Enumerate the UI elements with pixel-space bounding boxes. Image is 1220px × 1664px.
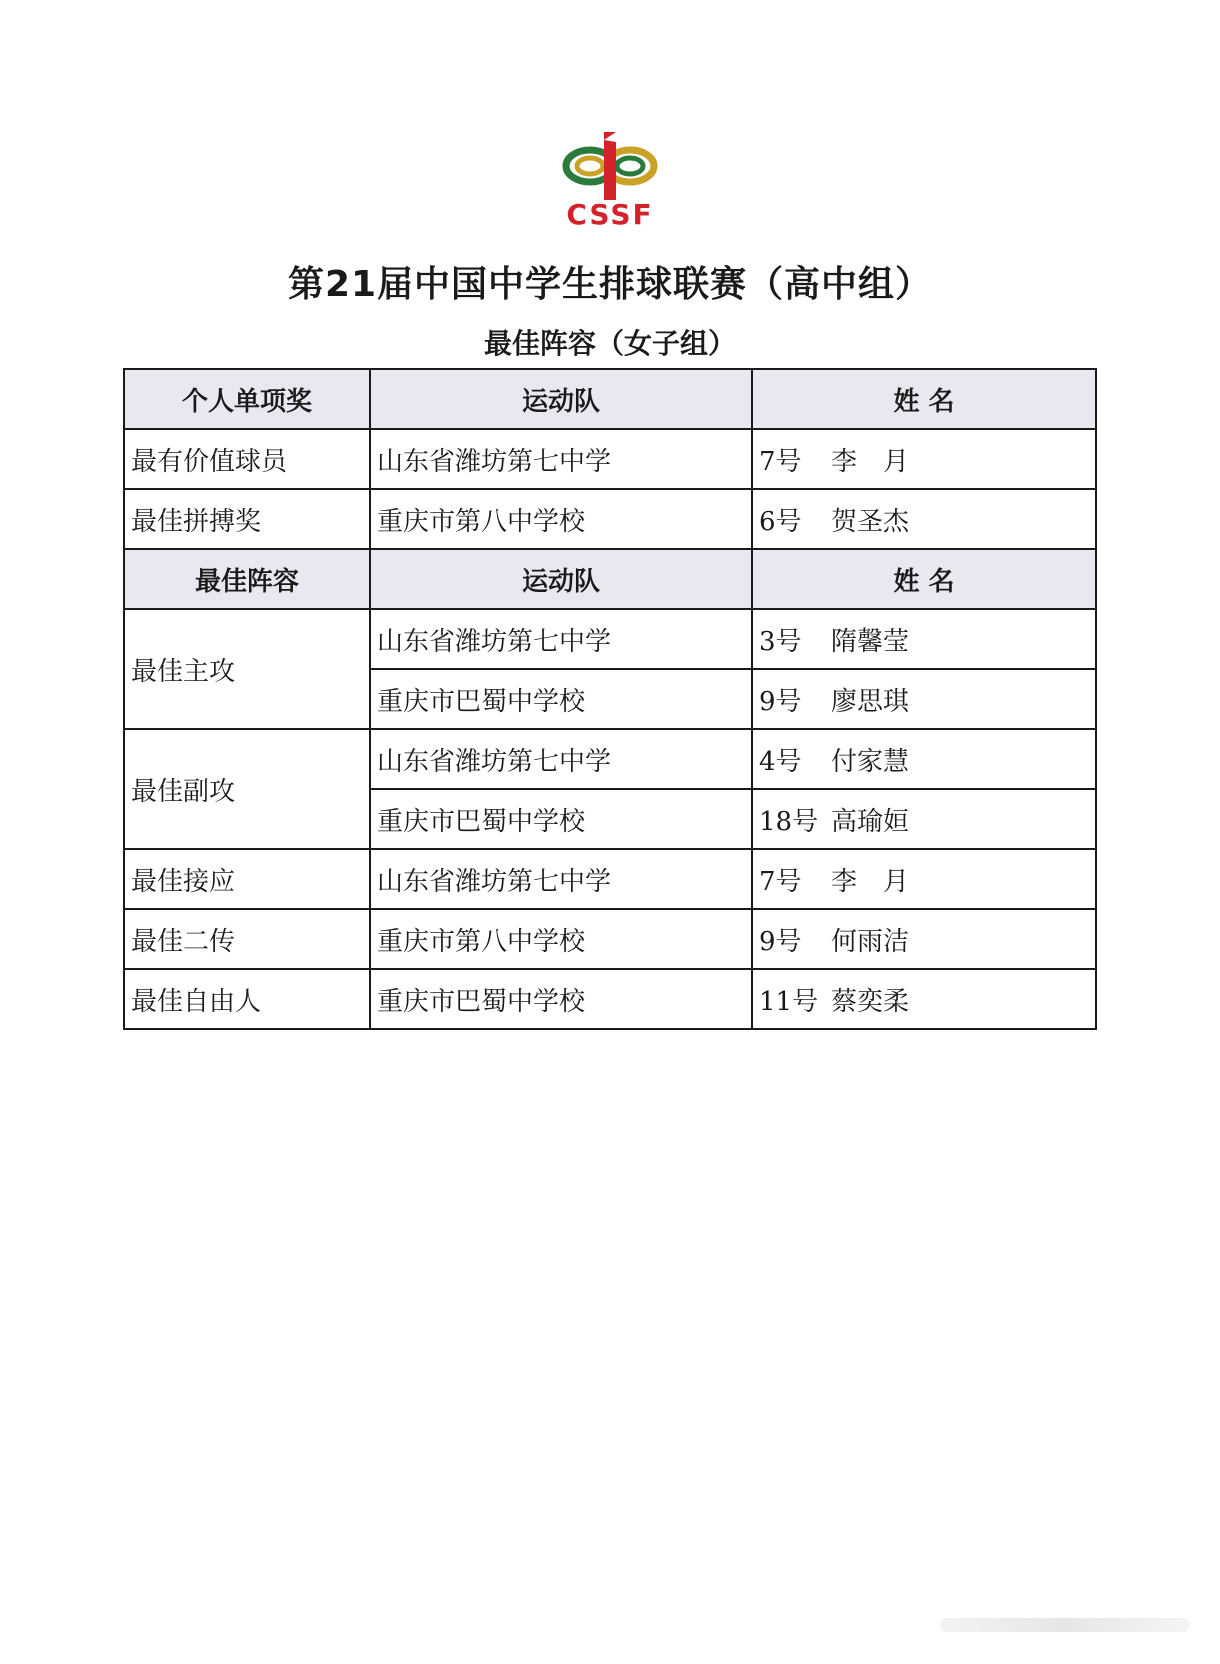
table-row [124, 969, 1096, 1029]
cssf-logo [0, 130, 1220, 231]
player-name: 廖思琪 [831, 686, 910, 717]
player-name: 李 月 [831, 446, 910, 477]
player-name: 何雨洁 [831, 926, 910, 957]
table-row [124, 609, 1096, 669]
player-cell [752, 669, 1096, 729]
lineup-header-row [124, 549, 1096, 609]
player-name: 蔡奕柔 [831, 986, 910, 1017]
player-cell [752, 729, 1096, 789]
individual-header-row [124, 369, 1096, 429]
table-row [124, 849, 1096, 909]
player-name: 付家慧 [831, 746, 910, 777]
team-cell: 重庆市第八中学校 [370, 489, 752, 549]
award-cell: 最佳主攻 [124, 609, 370, 729]
table-row [124, 729, 1096, 789]
team-cell: 山东省潍坊第七中学 [370, 609, 752, 669]
award-cell: 最佳自由人 [124, 969, 370, 1029]
jersey-number: 3号 [759, 626, 802, 657]
player-cell [752, 789, 1096, 849]
jersey-number: 4号 [759, 746, 802, 777]
player-cell [752, 609, 1096, 669]
award-cell: 最佳二传 [124, 909, 370, 969]
header-team: 运动队 [370, 549, 752, 609]
player-name: 高瑜姮 [831, 806, 910, 837]
logo-text: CSSF [566, 198, 654, 231]
player-cell [752, 489, 1096, 549]
award-cell: 最有价值球员 [124, 429, 370, 489]
page-title: 第21届中国中学生排球联赛（高中组） [287, 264, 933, 305]
award-cell: 最佳拼搏奖 [124, 489, 370, 549]
table-row [124, 909, 1096, 969]
player-cell [752, 429, 1096, 489]
jersey-number: 9号 [759, 926, 802, 957]
header-name: 姓 名 [752, 549, 1096, 609]
team-cell: 重庆市第八中学校 [370, 909, 752, 969]
header-award: 个人单项奖 [124, 369, 370, 429]
team-cell: 重庆市巴蜀中学校 [370, 969, 752, 1029]
jersey-number: 9号 [759, 686, 802, 717]
page-subtitle: 最佳阵容（女子组） [483, 327, 736, 360]
jersey-number: 6号 [759, 506, 802, 537]
player-name: 贺圣杰 [831, 506, 910, 537]
player-cell [752, 849, 1096, 909]
awards-table [123, 368, 1097, 1030]
jersey-number: 18号 [759, 806, 819, 837]
team-cell: 山东省潍坊第七中学 [370, 729, 752, 789]
team-cell: 山东省潍坊第七中学 [370, 429, 752, 489]
player-name: 隋馨莹 [831, 626, 910, 657]
header-team: 运动队 [370, 369, 752, 429]
jersey-number: 11号 [759, 986, 819, 1017]
team-cell: 山东省潍坊第七中学 [370, 849, 752, 909]
player-cell [752, 969, 1096, 1029]
header-lineup: 最佳阵容 [124, 549, 370, 609]
team-cell: 重庆市巴蜀中学校 [370, 669, 752, 729]
table-row [124, 429, 1096, 489]
award-cell: 最佳接应 [124, 849, 370, 909]
scroll-indicator [940, 1618, 1190, 1632]
award-cell: 最佳副攻 [124, 729, 370, 849]
team-cell: 重庆市巴蜀中学校 [370, 789, 752, 849]
jersey-number: 7号 [759, 446, 802, 477]
player-cell [752, 909, 1096, 969]
player-name: 李 月 [831, 866, 910, 897]
jersey-number: 7号 [759, 866, 802, 897]
header-name: 姓 名 [752, 369, 1096, 429]
cssf-emblem-icon [560, 130, 660, 202]
table-row [124, 489, 1096, 549]
